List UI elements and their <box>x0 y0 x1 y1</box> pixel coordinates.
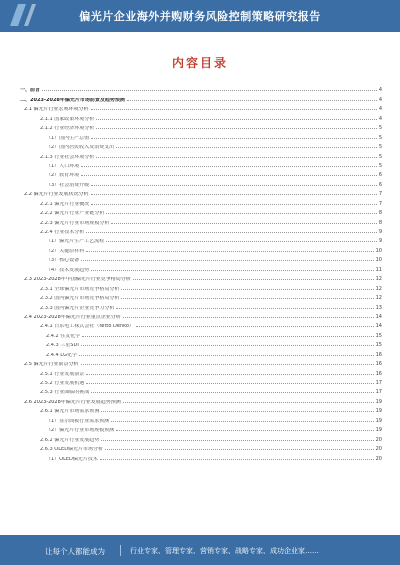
toc-leader-dots <box>42 90 377 91</box>
toc-entry[interactable] <box>20 226 382 235</box>
toc-leader-dots <box>123 402 374 403</box>
toc-entry[interactable] <box>20 358 382 367</box>
toc-leader-dots <box>91 392 373 393</box>
toc-entry-label: 2.5 偏光片行业前景分析 <box>24 362 79 368</box>
toc-entry-page: 19 <box>375 427 382 434</box>
toc-leader-dots <box>111 223 376 224</box>
toc-entry[interactable] <box>20 339 382 348</box>
toc-entry[interactable] <box>20 443 382 452</box>
toc-leader-dots <box>121 289 373 290</box>
toc-entry-label: （1）偏光片生产工艺流程 <box>46 239 105 245</box>
toc-entry[interactable] <box>20 348 382 357</box>
toc-entry-label: 2.4.2 住友化学 <box>46 333 81 339</box>
toc-entry-label: （3）社会消费升级 <box>46 182 90 188</box>
toc-entry-page: 4 <box>378 87 382 94</box>
toc-entry[interactable] <box>20 254 382 263</box>
toc-leader-dots <box>81 345 374 346</box>
toc-entry-label: 一、前言 <box>20 88 41 94</box>
toc-leader-dots <box>91 185 377 186</box>
toc-leader-dots <box>82 336 373 337</box>
toc-entry-page: 12 <box>375 295 382 302</box>
toc-entry-page: 20 <box>375 436 382 443</box>
toc-entry-label: 2.6 2023-2028年偏光片行业发展趋势预测 <box>24 399 121 405</box>
toc-entry-label: 2.3.2 国内偏光片市场竞争格局分析 <box>40 296 120 302</box>
footer-slogan: 让每个人都能成为 <box>45 547 105 556</box>
toc-entry-page: 10 <box>375 247 382 254</box>
toc-entry-page: 8 <box>378 210 382 217</box>
toc-entry-label: 2.6.3 OLED偏光片市场分析 <box>40 447 104 453</box>
toc-entry-page: 19 <box>375 408 382 415</box>
toc-leader-dots <box>91 138 377 139</box>
toc-entry[interactable] <box>20 367 382 376</box>
footer-divider <box>120 545 121 556</box>
toc-entry[interactable] <box>20 282 382 291</box>
toc-entry-label: 2.2.1 偏光片行业概况 <box>40 201 90 207</box>
toc-entry-page: 14 <box>375 313 382 320</box>
toc-entry-page: 5 <box>378 134 382 141</box>
toc-entry-page: 20 <box>375 455 382 462</box>
toc-entry-page: 16 <box>375 361 382 368</box>
toc-leader-dots <box>116 147 377 148</box>
toc-entry-label: （2）偏光片行业市场规模预测 <box>46 428 115 434</box>
toc-entry-label: 2.3 2023-2028年中国偏光片行业竞争格局分析 <box>24 277 131 283</box>
toc-entry-label: 2.4.4 LG化学 <box>46 352 77 358</box>
toc-entry[interactable] <box>20 273 382 282</box>
toc-entry-page: 13 <box>375 304 382 311</box>
toc-leader-dots <box>91 204 377 205</box>
toc-entry-label: （2）关键原材料 <box>46 248 85 254</box>
toc-entry[interactable] <box>20 207 382 216</box>
toc-entry-label: （3）核心设备 <box>46 258 80 264</box>
toc-entry[interactable] <box>20 188 382 197</box>
toc-leader-dots <box>101 440 373 441</box>
toc-entry-label: 二、2023-2028年偏光片市场前景及趋势预测 <box>20 97 125 103</box>
toc-entry-label: 2.6.2 偏光片行业发展趋势 <box>40 437 100 443</box>
toc-entry-page: 12 <box>375 285 382 292</box>
toc-entry[interactable] <box>20 216 382 225</box>
toc-entry-label: （1）OLED偏光片技术 <box>46 456 98 462</box>
page-footer <box>0 535 400 565</box>
toc-leader-dots <box>96 119 377 120</box>
toc-entry[interactable] <box>20 112 382 121</box>
toc-entry-page: 9 <box>378 238 382 245</box>
toc-entry-label: 2.5.1 行业发展前景 <box>40 371 85 377</box>
toc-entry[interactable] <box>20 377 382 386</box>
toc-entry-label: 2.4.1 日东电工株式会社（Nitto Denko） <box>40 324 134 330</box>
toc-entry-page: 8 <box>378 219 382 226</box>
toc-leader-dots <box>101 411 373 412</box>
toc-entry-page: 7 <box>378 191 382 198</box>
toc-entry-label: （1）国内生产总值 <box>46 135 90 141</box>
toc-entry[interactable] <box>20 320 382 329</box>
toc-entry[interactable] <box>20 452 382 461</box>
toc-leader-dots <box>106 213 376 214</box>
toc-entry-page: 6 <box>378 172 382 179</box>
toc-entry[interactable] <box>20 169 382 178</box>
toc-entry[interactable] <box>20 292 382 301</box>
toc-leader-dots <box>81 166 377 167</box>
toc-entry-page: 10 <box>375 257 382 264</box>
toc-entry-label: 2.1 偏光片行业宏观环境分析 <box>24 107 89 113</box>
toc-entry-label: 2.1.3 行业社会环境分析 <box>40 154 95 160</box>
toc-entry-label: 2.5.3 行业面临的挑战 <box>40 390 90 396</box>
toc-entry[interactable] <box>20 131 382 140</box>
toc-entry-page: 6 <box>378 181 382 188</box>
toc-leader-dots <box>136 326 374 327</box>
toc-entry[interactable] <box>20 235 382 244</box>
toc-leader-dots <box>133 279 374 280</box>
toc-entry[interactable] <box>20 84 382 93</box>
toc-entry[interactable] <box>20 160 382 169</box>
toc-entry-page: 19 <box>375 417 382 424</box>
toc-leader-dots <box>91 194 377 195</box>
toc-entry[interactable] <box>20 150 382 159</box>
toc-entry[interactable] <box>20 103 382 112</box>
toc-entry-page: 15 <box>375 342 382 349</box>
toc-entry-label: 2.2 偏光片行业发展状况分析 <box>24 192 89 198</box>
toc-entry-page: 7 <box>378 200 382 207</box>
toc-leader-dots <box>100 459 374 460</box>
toc-entry[interactable] <box>20 141 382 150</box>
page-header <box>0 0 400 32</box>
toc-entry[interactable] <box>20 197 382 206</box>
toc-entry[interactable] <box>20 178 382 187</box>
toc-leader-dots <box>86 383 373 384</box>
toc-entry-page: 4 <box>378 106 382 113</box>
footer-tagline: 行业专家、管理专家、营销专家、战略专家、成功企业家…… <box>130 547 319 555</box>
toc-entry-page: 9 <box>378 229 382 235</box>
report-title: 偏光片企业海外并购财务风险控制策略研究报告 <box>79 10 321 23</box>
toc-leader-dots <box>81 175 377 176</box>
toc-leader-dots <box>116 430 373 431</box>
toc-entry-page: 11 <box>375 266 382 273</box>
toc-leader-dots <box>116 308 373 309</box>
toc-entry[interactable] <box>20 329 382 338</box>
toc-leader-dots <box>123 317 374 318</box>
toc-entry-page: 4 <box>378 96 382 103</box>
toc-entry-label: 2.3.1 全球偏光片市场竞争格局分析 <box>40 286 120 292</box>
toc-entry[interactable] <box>20 311 382 320</box>
toc-entry-page: 17 <box>375 389 382 396</box>
toc-leader-dots <box>111 421 373 422</box>
toc-entry-page: 4 <box>378 115 382 122</box>
toc-leader-dots <box>81 260 373 261</box>
toc-entry-page: 16 <box>375 370 382 377</box>
toc-entry-page: 15 <box>375 332 382 339</box>
toc-entry[interactable] <box>20 414 382 423</box>
toc-leader-dots <box>91 270 373 271</box>
toc-leader-dots <box>86 251 373 252</box>
toc-entry-label: 2.2.2 偏光片行业产业链分析 <box>40 211 105 217</box>
toc-entry[interactable] <box>20 433 382 442</box>
toc-entry[interactable] <box>20 301 382 310</box>
toc-leader-dots <box>79 355 374 356</box>
toc-entry-label: 2.4.3 三星SDI <box>46 343 79 349</box>
toc-entry-label: 2.2.4 行业技术分析 <box>40 230 85 235</box>
table-of-contents <box>20 84 382 462</box>
toc-entry[interactable] <box>20 93 382 102</box>
toc-entry-label: （2）教育环境 <box>46 173 80 179</box>
toc-leader-dots <box>86 232 377 233</box>
toc-entry-page: 5 <box>378 153 382 160</box>
toc-entry-label: 2.3.3 国内偏光片企业竞争力分析 <box>40 305 115 311</box>
toc-leader-dots <box>127 100 377 101</box>
toc-leader-dots <box>81 364 374 365</box>
toc-entry-page: 14 <box>375 323 382 330</box>
toc-entry-label: （2）国内居民收入及消费支出 <box>46 145 115 151</box>
toc-entry-page: 17 <box>375 380 382 386</box>
toc-leader-dots <box>91 109 377 110</box>
toc-entry-page: 5 <box>378 144 382 151</box>
toc-entry[interactable] <box>20 424 382 433</box>
toc-entry-page: 5 <box>378 125 382 132</box>
toc-entry-page: 20 <box>375 446 382 453</box>
toc-leader-dots <box>121 298 373 299</box>
toc-entry-label: 2.4 2023-2028年偏光片行业重点企业分析 <box>24 314 121 320</box>
toc-entry[interactable] <box>20 263 382 272</box>
toc-entry[interactable] <box>20 386 382 395</box>
toc-entry-label: （1）人口环境 <box>46 163 80 169</box>
toc-entry[interactable] <box>20 122 382 131</box>
toc-entry[interactable] <box>20 395 382 404</box>
toc-entry-label: 2.1.1 国家政策环境分析 <box>40 116 95 122</box>
toc-leader-dots <box>106 241 377 242</box>
toc-leader-dots <box>96 128 377 129</box>
toc-entry-page: 5 <box>378 162 382 169</box>
toc-entry-label: 2.2.3 偏光片行业市场规模分析 <box>40 220 110 226</box>
toc-entry-label: 2.5.2 行业发展机遇 <box>40 381 85 386</box>
toc-entry-label: 2.6.1 偏光片市场需求预测 <box>40 409 100 415</box>
toc-leader-dots <box>96 157 377 158</box>
toc-leader-dots <box>86 374 373 375</box>
toc-entry-page: 12 <box>375 276 382 283</box>
toc-entry-page: 19 <box>375 398 382 405</box>
toc-entry[interactable] <box>20 244 382 253</box>
toc-entry-label: （4）技术发展趋势 <box>46 267 90 273</box>
toc-entry-page: 16 <box>375 351 382 358</box>
toc-title: 内容目录 <box>171 56 228 70</box>
toc-entry-label: 2.1.2 行业经济环境分析 <box>40 126 95 132</box>
toc-entry[interactable] <box>20 405 382 414</box>
toc-entry-label: （1）显示面板行业需求预测 <box>46 418 110 424</box>
toc-leader-dots <box>105 449 374 450</box>
